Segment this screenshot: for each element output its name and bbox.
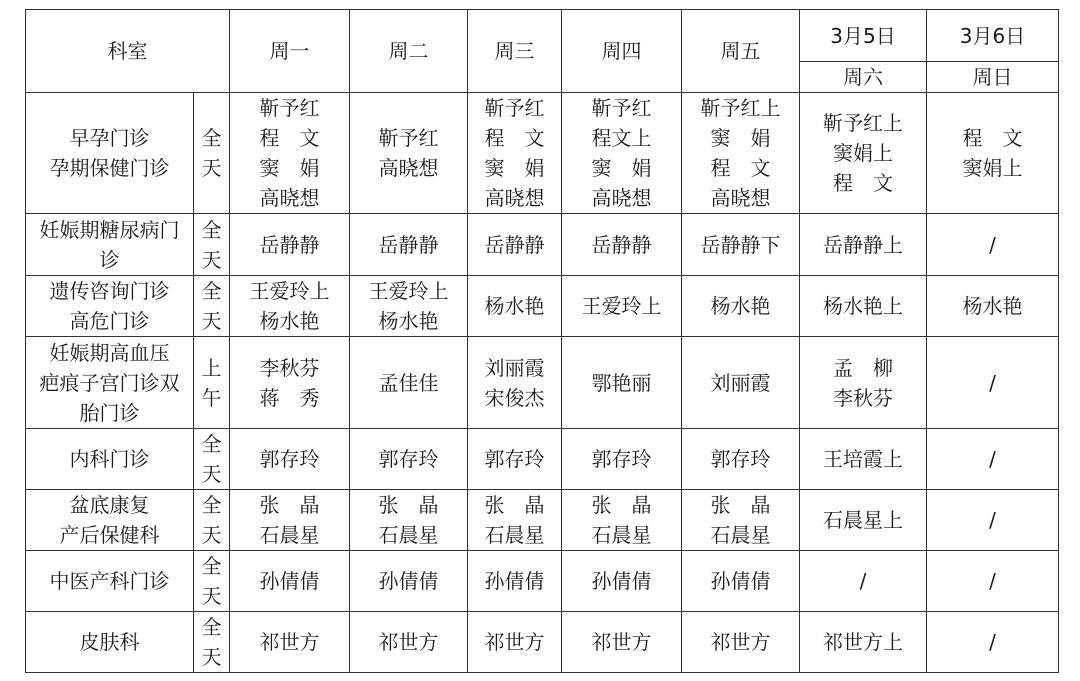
doctor-name: 蒋 秀 bbox=[259, 385, 320, 410]
doctor-cell-sun bbox=[927, 429, 1059, 490]
doctor-name: 郭存玲 bbox=[484, 447, 545, 471]
doctor-cell-tue bbox=[350, 276, 468, 337]
session-time-char: 天 bbox=[201, 584, 222, 608]
department-cell bbox=[26, 93, 194, 214]
doctor-name: 靳予红 bbox=[484, 96, 545, 120]
department-name-line: 内科门诊 bbox=[69, 447, 150, 471]
doctor-name: 窦娟上 bbox=[833, 141, 893, 165]
doctor-name: 刘丽霞 bbox=[484, 355, 545, 380]
doctor-cell-sun bbox=[927, 612, 1059, 673]
session-time-cell bbox=[194, 214, 230, 276]
session-time-char: 全 bbox=[201, 279, 222, 303]
doctor-name: 王爱玲上 bbox=[368, 279, 449, 303]
doctor-cell-sun bbox=[927, 490, 1059, 551]
session-time-char: 天 bbox=[201, 156, 222, 180]
doctor-cell-mon bbox=[230, 612, 350, 673]
day-header-sat: 周六 bbox=[800, 62, 927, 93]
doctor-name: / bbox=[989, 630, 996, 654]
schedule-row bbox=[26, 551, 1059, 612]
doctor-cell-tue bbox=[350, 490, 468, 551]
date-header-sun: 3月6日 bbox=[927, 10, 1059, 62]
doctor-name: 宋俊杰 bbox=[484, 385, 545, 410]
doctor-name: 王爱玲上 bbox=[249, 279, 330, 303]
day-header-thu: 周四 bbox=[562, 10, 682, 93]
doctor-name: 岳静静 bbox=[591, 232, 652, 257]
department-name-line: 遗传咨询门诊 bbox=[49, 279, 170, 303]
doctor-cell-mon bbox=[230, 429, 350, 490]
session-time-char: 全 bbox=[201, 554, 222, 578]
doctor-cell-wed bbox=[468, 276, 562, 337]
doctor-name: 高晓想 bbox=[259, 186, 320, 210]
doctor-cell-mon bbox=[230, 214, 350, 276]
doctor-cell-mon bbox=[230, 490, 350, 551]
session-time-cell bbox=[194, 93, 230, 214]
doctor-name: 张 晶 bbox=[378, 493, 439, 517]
doctor-cell-fri bbox=[682, 612, 800, 673]
doctor-cell-tue bbox=[350, 214, 468, 276]
doctor-name: 窦娟上 bbox=[962, 156, 1023, 180]
doctor-name: 祁世方上 bbox=[823, 630, 903, 654]
department-name-line: 早孕门诊 bbox=[69, 126, 150, 150]
doctor-name: 靳予红上 bbox=[823, 111, 903, 135]
department-name-line: 高危门诊 bbox=[69, 309, 150, 333]
doctor-cell-wed bbox=[468, 551, 562, 612]
session-time-cell bbox=[194, 551, 230, 612]
doctor-cell-wed bbox=[468, 612, 562, 673]
doctor-name: 窦 娟 bbox=[484, 156, 545, 180]
doctor-name: 刘丽霞 bbox=[710, 370, 771, 395]
doctor-name: 孙倩倩 bbox=[378, 569, 439, 593]
doctor-name: 岳静静上 bbox=[823, 232, 903, 257]
doctor-name: / bbox=[989, 447, 996, 471]
doctor-name: / bbox=[989, 569, 996, 593]
doctor-name: 郭存玲 bbox=[259, 447, 320, 471]
department-name-line: 诊 bbox=[99, 247, 120, 272]
doctor-name: 王爱玲上 bbox=[581, 294, 662, 318]
session-time-cell bbox=[194, 429, 230, 490]
doctor-cell-sun bbox=[927, 93, 1059, 214]
doctor-cell-fri bbox=[682, 551, 800, 612]
doctor-name: 孟 柳 bbox=[833, 355, 893, 380]
doctor-cell-wed bbox=[468, 93, 562, 214]
doctor-name: 岳静静 bbox=[378, 232, 439, 257]
doctor-name: 孙倩倩 bbox=[591, 569, 652, 593]
department-cell bbox=[26, 276, 194, 337]
doctor-name: 程 文 bbox=[833, 171, 893, 195]
doctor-name: 郭存玲 bbox=[378, 447, 439, 471]
doctor-cell-tue bbox=[350, 551, 468, 612]
doctor-cell-mon bbox=[230, 551, 350, 612]
doctor-name: 郭存玲 bbox=[710, 447, 771, 471]
doctor-name: 杨水艳 bbox=[962, 294, 1023, 318]
doctor-name: 石晨星 bbox=[591, 523, 652, 547]
doctor-cell-sat bbox=[800, 214, 927, 276]
session-time-cell bbox=[194, 337, 230, 429]
doctor-cell-sat bbox=[800, 337, 927, 429]
session-time-char: 全 bbox=[201, 432, 222, 456]
day-header-fri: 周五 bbox=[682, 10, 800, 93]
doctor-name: 岳静静 bbox=[259, 232, 320, 257]
session-time-char: 天 bbox=[201, 309, 222, 333]
session-time-char: 天 bbox=[201, 523, 222, 547]
doctor-cell-thu bbox=[562, 490, 682, 551]
doctor-name: 孙倩倩 bbox=[484, 569, 545, 593]
doctor-name: 靳予红 bbox=[591, 96, 652, 120]
doctor-name: 孙倩倩 bbox=[710, 569, 771, 593]
doctor-name: 石晨星 bbox=[484, 523, 545, 547]
doctor-name: 高晓想 bbox=[484, 186, 545, 210]
doctor-name: 杨水艳 bbox=[378, 309, 439, 333]
doctor-name: / bbox=[859, 569, 867, 593]
day-header-wed: 周三 bbox=[468, 10, 562, 93]
schedule-row bbox=[26, 276, 1059, 337]
doctor-cell-sat bbox=[800, 93, 927, 214]
session-time-char: 午 bbox=[201, 385, 222, 410]
doctor-cell-wed bbox=[468, 214, 562, 276]
doctor-name: 张 晶 bbox=[259, 493, 320, 517]
doctor-cell-thu bbox=[562, 276, 682, 337]
doctor-cell-fri bbox=[682, 214, 800, 276]
session-time-char: 天 bbox=[201, 462, 222, 486]
doctor-name: 高晓想 bbox=[378, 156, 439, 180]
department-name-line: 产后保健科 bbox=[59, 523, 160, 547]
day-header-mon: 周一 bbox=[230, 10, 350, 93]
doctor-name: 高晓想 bbox=[710, 186, 771, 210]
schedule-row bbox=[26, 93, 1059, 214]
doctor-cell-tue bbox=[350, 93, 468, 214]
doctor-name: 祁世方 bbox=[259, 630, 320, 654]
doctor-cell-sat bbox=[800, 551, 927, 612]
doctor-name: / bbox=[989, 232, 996, 257]
doctor-name: 靳予红上 bbox=[700, 96, 781, 120]
session-time-char: 全 bbox=[201, 217, 222, 242]
department-name-line: 皮肤科 bbox=[79, 630, 140, 654]
doctor-name: 祁世方 bbox=[484, 630, 545, 654]
doctor-cell-tue bbox=[350, 612, 468, 673]
session-time-cell bbox=[194, 612, 230, 673]
doctor-name: 祁世方 bbox=[591, 630, 652, 654]
doctor-cell-thu bbox=[562, 429, 682, 490]
department-cell bbox=[26, 429, 194, 490]
doctor-cell-fri bbox=[682, 490, 800, 551]
doctor-cell-fri bbox=[682, 429, 800, 490]
doctor-name: / bbox=[989, 508, 996, 532]
date-header-sat: 3月5日 bbox=[800, 10, 927, 62]
session-time-char: 天 bbox=[201, 247, 222, 272]
doctor-cell-fri bbox=[682, 93, 800, 214]
doctor-cell-sat bbox=[800, 612, 927, 673]
doctor-cell-thu bbox=[562, 551, 682, 612]
department-name-line: 胎门诊 bbox=[79, 400, 140, 425]
doctor-name: 郭存玲 bbox=[591, 447, 652, 471]
schedule-row bbox=[26, 490, 1059, 551]
doctor-cell-mon bbox=[230, 337, 350, 429]
doctor-name: 孟佳佳 bbox=[378, 370, 439, 395]
doctor-name: 张 晶 bbox=[710, 493, 771, 517]
session-time-char: 全 bbox=[201, 615, 222, 639]
department-cell bbox=[26, 490, 194, 551]
doctor-name: 石晨星 bbox=[710, 523, 771, 547]
doctor-name: 王培霞上 bbox=[823, 447, 903, 471]
department-cell bbox=[26, 612, 194, 673]
department-cell bbox=[26, 551, 194, 612]
doctor-name: 李秋芬 bbox=[833, 385, 893, 410]
doctor-cell-thu bbox=[562, 214, 682, 276]
doctor-cell-sun bbox=[927, 337, 1059, 429]
doctor-cell-sun bbox=[927, 551, 1059, 612]
schedule-row bbox=[26, 214, 1059, 276]
session-time-char: 上 bbox=[201, 355, 222, 380]
session-time-cell bbox=[194, 490, 230, 551]
schedule-row bbox=[26, 429, 1059, 490]
department-cell bbox=[26, 337, 194, 429]
department-name-line: 妊娠期糖尿病门 bbox=[39, 217, 180, 242]
doctor-cell-wed bbox=[468, 490, 562, 551]
doctor-name: 鄂艳丽 bbox=[591, 370, 652, 395]
doctor-name: 靳予红 bbox=[259, 96, 320, 120]
doctor-name: 岳静静 bbox=[484, 232, 545, 257]
session-time-cell bbox=[194, 276, 230, 337]
day-header-tue: 周二 bbox=[350, 10, 468, 93]
department-name-line: 妊娠期高血压 bbox=[49, 340, 170, 365]
doctor-cell-thu bbox=[562, 93, 682, 214]
doctor-cell-sat bbox=[800, 429, 927, 490]
schedule-row bbox=[26, 337, 1059, 429]
doctor-cell-wed bbox=[468, 429, 562, 490]
doctor-name: 窦 娟 bbox=[259, 156, 320, 180]
doctor-name: 张 晶 bbox=[591, 493, 652, 517]
department-cell bbox=[26, 214, 194, 276]
department-name-line: 盆底康复 bbox=[69, 493, 150, 517]
doctor-name: 杨水艳 bbox=[484, 294, 545, 318]
doctor-cell-tue bbox=[350, 429, 468, 490]
schedule-row bbox=[26, 612, 1059, 673]
doctor-cell-sun bbox=[927, 276, 1059, 337]
doctor-cell-wed bbox=[468, 337, 562, 429]
doctor-name: 祁世方 bbox=[710, 630, 771, 654]
doctor-name: 杨水艳 bbox=[259, 309, 320, 333]
doctor-cell-tue bbox=[350, 337, 468, 429]
doctor-cell-mon bbox=[230, 276, 350, 337]
doctor-name: 石晨星上 bbox=[823, 508, 903, 532]
session-time-char: 全 bbox=[201, 126, 222, 150]
doctor-cell-thu bbox=[562, 337, 682, 429]
doctor-cell-mon bbox=[230, 93, 350, 214]
doctor-name: / bbox=[989, 370, 996, 395]
department-name-line: 孕期保健门诊 bbox=[49, 156, 170, 180]
doctor-name: 程 文 bbox=[962, 126, 1023, 150]
doctor-name: 程 文 bbox=[484, 126, 545, 150]
doctor-name: 孙倩倩 bbox=[259, 569, 320, 593]
doctor-name: 祁世方 bbox=[378, 630, 439, 654]
doctor-cell-sat bbox=[800, 276, 927, 337]
doctor-name: 程文上 bbox=[591, 126, 652, 150]
department-name-line: 疤痕子宫门诊双 bbox=[39, 370, 180, 395]
doctor-cell-thu bbox=[562, 612, 682, 673]
doctor-name: 窦 娟 bbox=[710, 126, 771, 150]
doctor-name: 窦 娟 bbox=[591, 156, 652, 180]
doctor-name: 杨水艳上 bbox=[823, 294, 903, 318]
doctor-name: 石晨星 bbox=[259, 523, 320, 547]
day-header-sun: 周日 bbox=[927, 62, 1059, 93]
doctor-name: 李秋芬 bbox=[259, 355, 320, 380]
clinic-schedule-table bbox=[25, 9, 1059, 673]
session-time-char: 全 bbox=[201, 493, 222, 517]
doctor-name: 程 文 bbox=[259, 126, 320, 150]
doctor-cell-sun bbox=[927, 214, 1059, 276]
dept-header: 科室 bbox=[26, 10, 230, 93]
doctor-name: 张 晶 bbox=[484, 493, 545, 517]
header-row bbox=[26, 10, 1059, 62]
session-time-char: 天 bbox=[201, 645, 222, 669]
doctor-name: 靳予红 bbox=[378, 126, 439, 150]
schedule-body bbox=[26, 10, 1059, 673]
doctor-cell-fri bbox=[682, 276, 800, 337]
doctor-name: 杨水艳 bbox=[710, 294, 771, 318]
doctor-name: 石晨星 bbox=[378, 523, 439, 547]
doctor-cell-fri bbox=[682, 337, 800, 429]
department-name-line: 中医产科门诊 bbox=[49, 569, 170, 593]
doctor-name: 岳静静下 bbox=[700, 232, 781, 257]
doctor-name: 程 文 bbox=[710, 156, 771, 180]
doctor-cell-sat bbox=[800, 490, 927, 551]
doctor-name: 高晓想 bbox=[591, 186, 652, 210]
